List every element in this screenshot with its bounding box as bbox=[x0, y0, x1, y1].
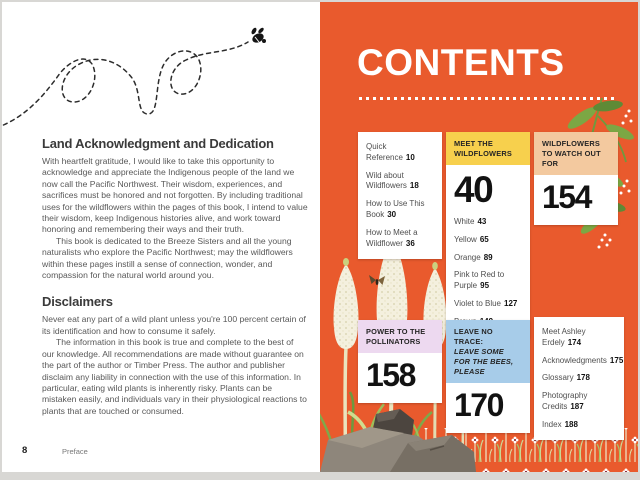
section-page-number[interactable]: 170 bbox=[454, 387, 503, 423]
running-footer: Preface bbox=[62, 447, 88, 456]
left-page bbox=[2, 2, 320, 472]
section-page-number[interactable]: 40 bbox=[454, 169, 493, 210]
section-header: MEET THE WILDFLOWERS bbox=[446, 132, 530, 165]
page-number: 8 bbox=[22, 445, 28, 456]
toc-front-matter-box bbox=[358, 132, 442, 259]
dotted-rule bbox=[359, 97, 616, 100]
toc-entry[interactable]: How to Meet a Wildflower 36 bbox=[366, 227, 418, 248]
toc-entry[interactable]: How to Use This Book 30 bbox=[366, 199, 425, 219]
disclaimers-paragraph: Never eat any part of a wild plant unless you're 100 percent certain of its identification and how to consume it safely. bbox=[42, 314, 306, 336]
toc-meet-the-wildflowers-box bbox=[446, 132, 530, 338]
toc-entry[interactable]: Meet Ashley Erdely 174 bbox=[542, 327, 586, 347]
left-page-text bbox=[42, 136, 308, 417]
section-page-number[interactable]: 158 bbox=[366, 357, 415, 393]
toc-entry[interactable]: Index 188 bbox=[542, 419, 578, 429]
section-header: POWER TO THE POLLINATORS bbox=[358, 320, 442, 353]
contents-title: CONTENTS bbox=[357, 42, 565, 83]
dedication-paragraph: With heartfelt gratitude, I would like to take this opportunity to acknowledge and appreciate the Indigenous people of the land we now call the Pacific Northwest. Their wisdom, experiences, and sacrifices must be honored and not forgotten. By including traditional uses for the wildflowers within the pages of this book, I intend to value their wisdom, keep Indigenous histories alive, and work toward honoring and remembering their ways and their truth. bbox=[42, 156, 308, 235]
toc-entry[interactable]: Yellow 65 bbox=[454, 234, 489, 244]
disclaimers-heading: Disclaimers bbox=[42, 294, 113, 310]
section-header: LEAVE NO TRACE: LEAVE SOME FOR THE BEES, PLEASE bbox=[446, 320, 530, 383]
book-spread bbox=[2, 2, 638, 472]
section-header: WILDFLOWERS TO WATCH OUT FOR bbox=[534, 132, 618, 175]
toc-entry[interactable]: Orange 89 bbox=[454, 252, 493, 262]
toc-entry[interactable]: Pink to Red to Purple 95 bbox=[454, 270, 505, 291]
toc-back-matter-box bbox=[534, 317, 624, 440]
dedication-paragraph: This book is dedicated to the Breeze Sisters and all the young naturalists who explore the Pacific Northwest; may the wildflowers within these pages instill a sense of connection, wonder, and compassion for the natural world around you. bbox=[42, 235, 293, 281]
contents-page bbox=[320, 2, 638, 472]
toc-entry[interactable]: Violet to Blue 127 bbox=[454, 299, 518, 309]
toc-entry[interactable]: Photography Credits 187 bbox=[542, 391, 588, 411]
toc-watch-out-for-box bbox=[534, 132, 618, 225]
toc-entry[interactable]: Wild about Wildflowers 18 bbox=[366, 170, 419, 191]
toc-entry[interactable]: Glossary 178 bbox=[542, 373, 590, 383]
toc-entry[interactable]: White 43 bbox=[454, 217, 487, 227]
bee-icon bbox=[250, 27, 266, 45]
dedication-heading: Land Acknowledgment and Dedication bbox=[42, 136, 274, 151]
section-page-number[interactable]: 154 bbox=[542, 179, 591, 215]
toc-entry[interactable]: Acknowledgments 175 bbox=[542, 355, 624, 365]
toc-entry[interactable]: Quick Reference 10 bbox=[366, 142, 415, 162]
toc-leave-no-trace-box bbox=[446, 320, 530, 433]
toc-pollinators-box bbox=[358, 320, 442, 403]
disclaimers-paragraph: The information in this book is true and complete to the best of our knowledge. All recommendations are made without guarantee on the part of the author or Timber Press. The author and publisher disclaim any liability in connection with the use of this information. In particular, eating wild plants is inherently risky. Plants can be mistaken easily, and individuals vary in their physiological reactions to plants that are touched or consumed. bbox=[42, 337, 307, 416]
